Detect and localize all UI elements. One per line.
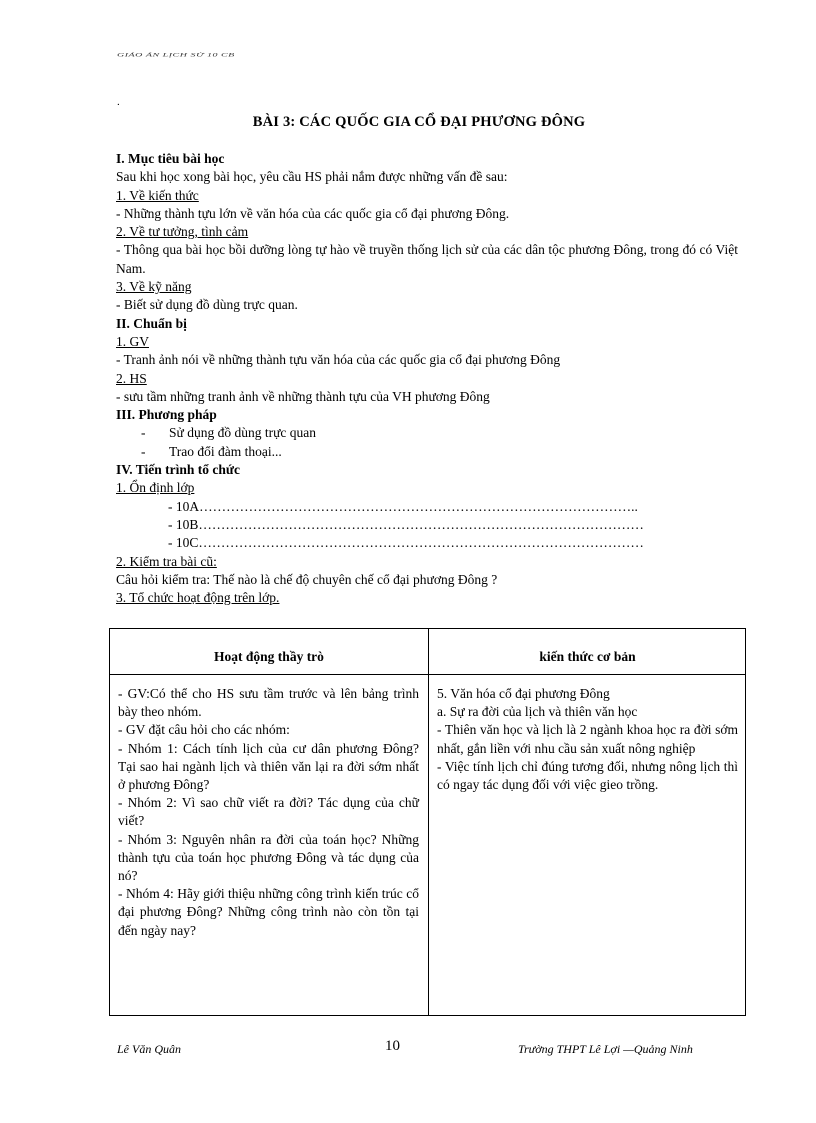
method-item-text: Trao đổi đàm thoại... (169, 443, 282, 459)
bullet-mark: - (141, 425, 146, 441)
activities-cell (118, 685, 419, 940)
footer-school: Trường THPT Lê Lợi —Quảng Ninh (518, 1042, 693, 1056)
section-objectives-heading: I. Mục tiêu bài học (116, 151, 225, 166)
attitude-text: - Thông qua bài học bồi dưỡng lòng tự hào về truyền thống lịch sử của các dân tộc phương Đông, trong đó có Việt Nam. (116, 242, 738, 276)
class-stabilize-subheading: 1. Ổn định lớp (116, 480, 195, 496)
class-line-10b: - 10B……………………………………………………………………………………… (168, 516, 644, 532)
table-row-divider (110, 674, 745, 675)
section-process-heading: IV. Tiến trình tổ chức (116, 462, 240, 478)
knowledge-subheading: 1. Về kiến thức (116, 187, 199, 203)
knowledge-paragraph: - Việc tính lịch chỉ đúng tương đối, nhưng nông lịch thì có ngay tác dụng đối với việc gieo trồng. (437, 758, 738, 793)
footer-author: Lê Văn Quân (117, 1042, 181, 1056)
knowledge-paragraph: - Thiên văn học và lịch là 2 ngành khoa học ra đời sớm nhất, gắn liền với nhu cầu sản xuất nông nghiệp (437, 722, 738, 756)
table-header-activities: Hoạt động thầy trò (214, 649, 324, 664)
method-item (116, 424, 738, 442)
activity-paragraph: - Nhóm 3: Nguyên nhân ra đời của toán học? Những thành tựu của toán học phương Đông và tác dụng của nó? (118, 831, 419, 884)
method-item-text: Sử dụng đồ dùng trực quan (169, 425, 316, 441)
review-question: Câu hỏi kiểm tra: Thế nào là chế độ chuyên chế cổ đại phương Đông ? (116, 571, 498, 587)
knowledge-text: - Những thành tựu lớn về văn hóa của các quốc gia cổ đại phương Đông. (116, 205, 510, 221)
header-dot: . (117, 96, 120, 108)
review-subheading: 2. Kiểm tra bài cũ: (116, 553, 217, 569)
activity-table (109, 628, 746, 1016)
teacher-subheading: 1. GV (116, 333, 149, 349)
bullet-mark: - (141, 443, 146, 459)
table-header-knowledge: kiến thức cơ bản (539, 649, 636, 664)
section-method-heading: III. Phương pháp (116, 407, 217, 423)
student-text: - sưu tầm những tranh ảnh về những thành tựu của VH phương Đông (116, 388, 490, 404)
lesson-title: BÀI 3: CÁC QUỐC GIA CỔ ĐẠI PHƯƠNG ĐÔNG (252, 114, 586, 130)
activity-paragraph: - GV đặt câu hỏi cho các nhóm: (118, 722, 290, 738)
student-subheading: 2. HS (116, 370, 147, 386)
knowledge-paragraph: 5. Văn hóa cổ đại phương Đông (437, 686, 610, 701)
teacher-text: - Tranh ảnh nói về những thành tựu văn hóa của các quốc gia cổ đại phương Đông (116, 352, 561, 368)
knowledge-paragraph: a. Sự ra đời của lịch và thiên văn học (437, 704, 638, 720)
knowledge-cell (437, 685, 738, 794)
activities-subheading: 3. Tổ chức hoạt động trên lớp. (116, 590, 280, 606)
footer-page-number: 10 (385, 1038, 400, 1054)
attitude-subheading: 2. Về tư tưởng, tình cảm (116, 224, 249, 240)
lesson-body (116, 150, 738, 607)
activity-paragraph: - Nhóm 4: Hãy giới thiệu những công trình kiến trúc cổ đại phương Đông? Những công trình nào còn tồn tại đến ngày nay? (118, 886, 419, 938)
method-item (116, 443, 738, 461)
activity-paragraph: - GV:Có thể cho HS sưu tầm trước và lên bảng trình bày theo nhóm. (118, 686, 419, 720)
activity-paragraph: - Nhóm 2: Vì sao chữ viết ra đời? Tác dụng của chữ viết? (118, 795, 419, 829)
table-column-divider (428, 629, 429, 1015)
objectives-intro: Sau khi học xong bài học, yêu cầu HS phải nắm được những vấn đề sau: (116, 169, 508, 185)
class-line-10a: - 10A…………………………………………………………………………………….. (168, 498, 638, 514)
class-line-10c: - 10C……………………………………………………………………………………… (168, 535, 644, 551)
skills-text: - Biết sử dụng đồ dùng trực quan. (116, 297, 298, 313)
section-preparation-heading: II. Chuẩn bị (116, 315, 187, 331)
skills-subheading: 3. Về kỹ năng (116, 279, 192, 295)
activity-paragraph: - Nhóm 1: Cách tính lịch của cư dân phương Đông? Tại sao hai ngành lịch và thiên văn lại ra đời sớm nhất ở phương Đông? (118, 740, 419, 793)
page-header-text: GIÁO ÁN LỊCH SỬ 10 CB (117, 52, 235, 59)
